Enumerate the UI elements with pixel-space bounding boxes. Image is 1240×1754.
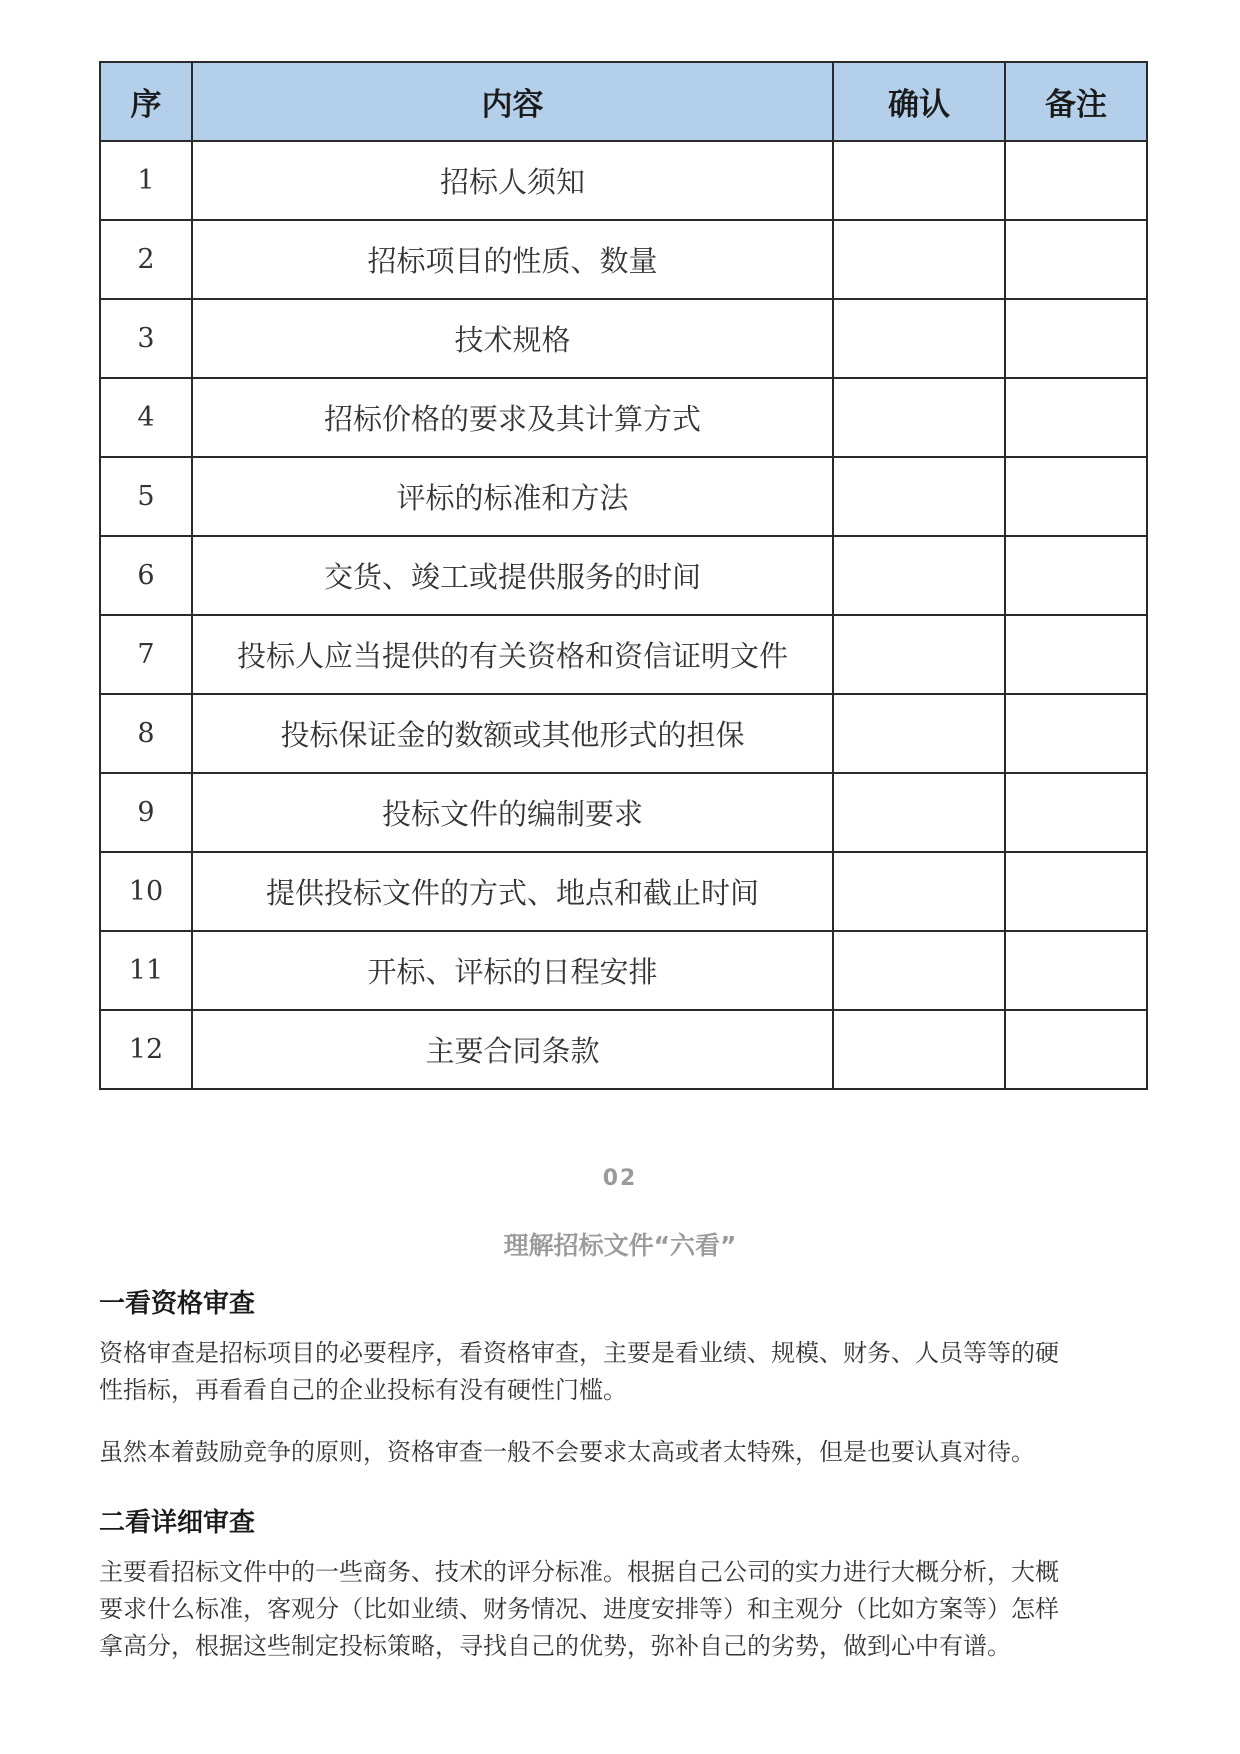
row-content: 开标、评标的日程安排: [192, 931, 833, 1010]
section-title: 理解招标文件“六看”: [503, 1231, 737, 1260]
row-confirm-cell[interactable]: [833, 852, 1005, 931]
paragraph-line: 性指标，再看看自己的企业投标有没有硬性门槛。: [99, 1376, 627, 1404]
table-row: [100, 220, 1147, 299]
row-confirm-cell[interactable]: [833, 220, 1005, 299]
paragraph-line: 虽然本着鼓励竞争的原则，资格审查一般不会要求太高或者太特殊，但是也要认真对待。: [99, 1438, 1035, 1466]
heading-qualification-review: 一看资格审查: [99, 1289, 256, 1319]
paragraph-line: 主要看招标文件中的一些商务、技术的评分标准。根据自己公司的实力进行大概分析，大概: [99, 1558, 1059, 1586]
row-num: 10: [100, 852, 192, 931]
row-num: 5: [100, 457, 192, 536]
row-content: 投标保证金的数额或其他形式的担保: [192, 694, 833, 773]
row-confirm-cell[interactable]: [833, 694, 1005, 773]
row-note-cell[interactable]: [1005, 852, 1147, 931]
paragraph-line: 拿高分，根据这些制定投标策略，寻找自己的优势，弥补自己的劣势，做到心中有谱。: [99, 1632, 1011, 1660]
row-note-cell[interactable]: [1005, 378, 1147, 457]
header-note: 备注: [1005, 62, 1147, 141]
row-content: 投标文件的编制要求: [192, 773, 833, 852]
row-note-cell[interactable]: [1005, 220, 1147, 299]
row-confirm-cell[interactable]: [833, 773, 1005, 852]
row-num: 7: [100, 615, 192, 694]
row-note-cell[interactable]: [1005, 931, 1147, 1010]
row-confirm-cell[interactable]: [833, 615, 1005, 694]
row-num: 12: [100, 1010, 192, 1089]
row-confirm-cell[interactable]: [833, 1010, 1005, 1089]
row-num: 4: [100, 378, 192, 457]
row-num: 8: [100, 694, 192, 773]
row-content: 主要合同条款: [192, 1010, 833, 1089]
row-num: 6: [100, 536, 192, 615]
row-content: 投标人应当提供的有关资格和资信证明文件: [192, 615, 833, 694]
row-num: 2: [100, 220, 192, 299]
row-confirm-cell[interactable]: [833, 378, 1005, 457]
row-num: 9: [100, 773, 192, 852]
table-row: [100, 773, 1147, 852]
row-note-cell[interactable]: [1005, 536, 1147, 615]
row-note-cell[interactable]: [1005, 141, 1147, 220]
table-row: [100, 299, 1147, 378]
table-row: [100, 457, 1147, 536]
row-content: 招标项目的性质、数量: [192, 220, 833, 299]
row-note-cell[interactable]: [1005, 694, 1147, 773]
row-content: 技术规格: [192, 299, 833, 378]
row-confirm-cell[interactable]: [833, 299, 1005, 378]
paragraph-detailed-review: [99, 1554, 1149, 1665]
table-row: [100, 615, 1147, 694]
header-confirm: 确认: [833, 62, 1005, 141]
table-row: [100, 378, 1147, 457]
paragraph-line: 要求什么标准，客观分（比如业绩、财务情况、进度安排等）和主观分（比如方案等）怎样: [99, 1595, 1059, 1623]
row-content: 交货、竣工或提供服务的时间: [192, 536, 833, 615]
section-number: 02: [602, 1166, 638, 1191]
table-row: [100, 1010, 1147, 1089]
table-header-row: [100, 62, 1147, 141]
row-confirm-cell[interactable]: [833, 457, 1005, 536]
bid-document-checklist-table: [99, 61, 1148, 1090]
row-content: 评标的标准和方法: [192, 457, 833, 536]
row-note-cell[interactable]: [1005, 615, 1147, 694]
table-row: [100, 852, 1147, 931]
row-note-cell[interactable]: [1005, 1010, 1147, 1089]
paragraph-line: 资格审查是招标项目的必要程序，看资格审查，主要是看业绩、规模、财务、人员等等的硬: [99, 1339, 1059, 1367]
table-row: [100, 931, 1147, 1010]
row-note-cell[interactable]: [1005, 299, 1147, 378]
header-num: 序: [100, 62, 192, 141]
row-content: 提供投标文件的方式、地点和截止时间: [192, 852, 833, 931]
row-confirm-cell[interactable]: [833, 931, 1005, 1010]
table-row: [100, 141, 1147, 220]
header-content: 内容: [192, 62, 833, 141]
row-num: 3: [100, 299, 192, 378]
row-note-cell[interactable]: [1005, 457, 1147, 536]
row-confirm-cell[interactable]: [833, 536, 1005, 615]
heading-detailed-review: 二看详细审查: [99, 1508, 256, 1538]
row-note-cell[interactable]: [1005, 773, 1147, 852]
paragraph-qualification-note: [99, 1434, 1149, 1471]
table-row: [100, 536, 1147, 615]
row-num: 11: [100, 931, 192, 1010]
row-content: 招标人须知: [192, 141, 833, 220]
table-row: [100, 694, 1147, 773]
row-confirm-cell[interactable]: [833, 141, 1005, 220]
paragraph-qualification-intro: [99, 1335, 1149, 1409]
row-num: 1: [100, 141, 192, 220]
row-content: 招标价格的要求及其计算方式: [192, 378, 833, 457]
